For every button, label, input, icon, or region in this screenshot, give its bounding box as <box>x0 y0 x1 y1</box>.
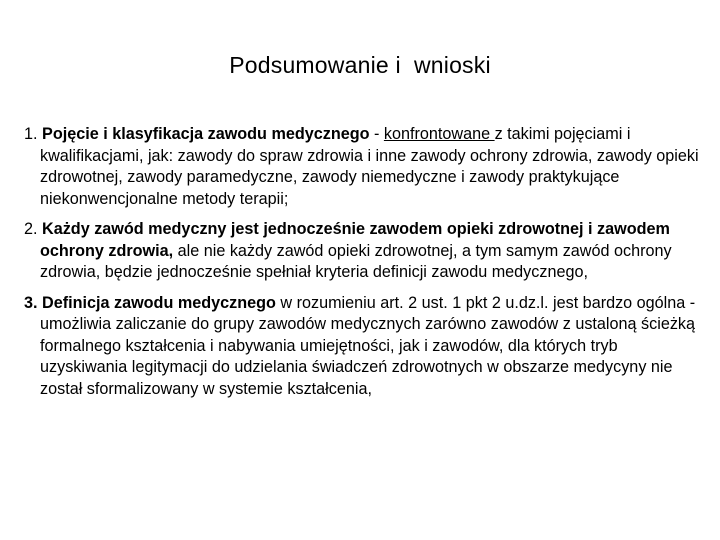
point-text: ale nie każdy zawód opieki zdrowotnej, a tym samym zawód ochrony zdrowia, będzie jednocześnie spełniał kryteria definicji zawodu medycznego, <box>40 241 672 281</box>
point-2 <box>24 219 704 284</box>
point-3 <box>24 293 704 401</box>
point-number: 2. <box>24 220 38 238</box>
point-text: - <box>369 125 384 143</box>
point-underlined-text: konfrontowane <box>383 125 495 143</box>
slide-title: Podsumowanie i wnioski <box>229 52 491 78</box>
point-text: z takimi pojęciami i kwalifikacjami, jak: zawody do spraw zdrowia i inne zawody ochrony zdrowia, zawody opieki zdrowotnej, zawody paramedyczne, zawody niemedyczne i zawody praktykujące niekonwencjonalne metody terapii; <box>40 125 699 208</box>
point-heading: Definicja zawodu medycznego <box>42 293 276 312</box>
point-text: w rozumieniu art. 2 ust. 1 pkt 2 u.dz.l. jest bardzo ogólna - umożliwia zaliczanie do grupy zawodów medycznych zarówno zawodów z ustaloną ścieżką formalnego kształcenia i nabywania umiejętności, jak i zawodów, dla których tryb uzyskiwania legitymacji do udzielania świadczeń zdrowotnych w obszarze medycyny nie został sformalizowany w systemie kształcenia, <box>40 293 696 398</box>
point-heading: Pojęcie i klasyfikacja zawodu medycznego <box>42 125 370 143</box>
point-number: 1. <box>24 125 38 143</box>
point-number: 3. <box>24 293 38 312</box>
point-1 <box>24 124 704 210</box>
slide-content <box>24 124 704 409</box>
point-heading: Każdy zawód medyczny jest jednocześnie zawodem opieki zdrowotnej i zawodem ochrony zdrowia, <box>40 220 670 260</box>
